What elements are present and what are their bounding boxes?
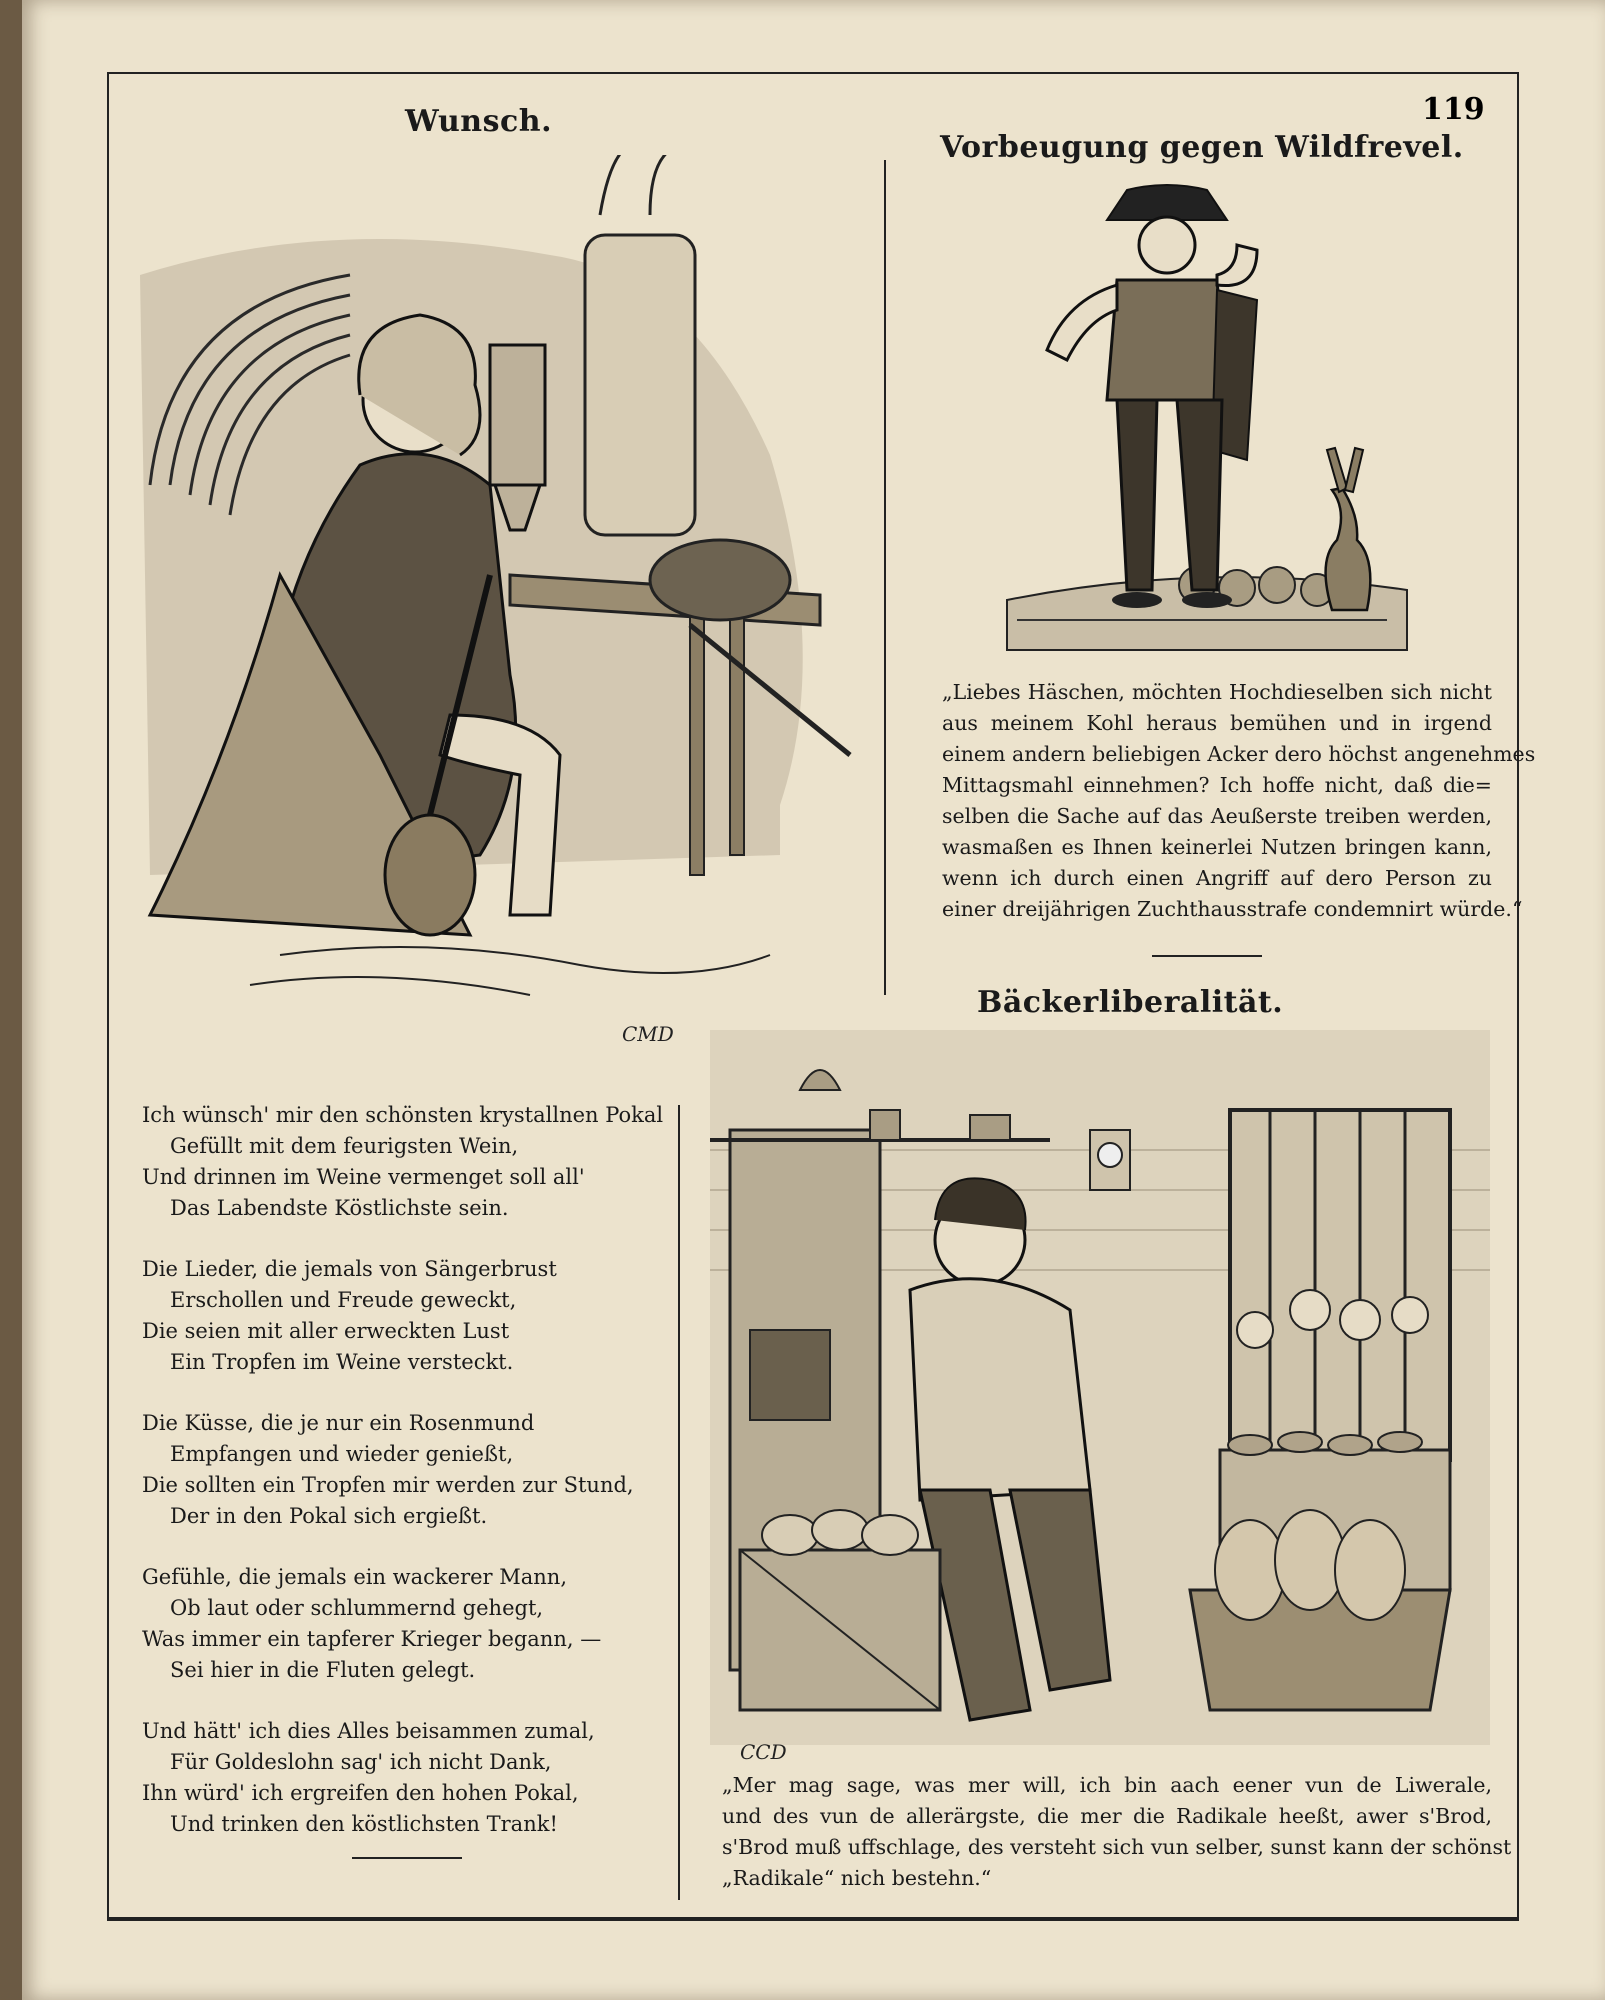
section-divider-rule <box>1152 955 1262 957</box>
verse-line: Sei hier in die Fluten gelegt. <box>170 1658 476 1682</box>
prose-line: „Mer mag sage, was mer will, ich bin aach eener vun de Liwerale, <box>722 1773 1492 1797</box>
verse-line: Das Labendste Köstlichste sein. <box>170 1196 509 1220</box>
wunsch-signature: CMD <box>622 1022 674 1046</box>
prose-line: einem andern beliebigen Acker dero höchst angenehmes <box>942 742 1536 766</box>
verse-line: Und drinnen im Weine vermenget soll all' <box>142 1165 585 1189</box>
wunsch-poem <box>142 1100 662 1870</box>
bottom-rule <box>107 1917 1517 1919</box>
prose-line: „Liebes Häschen, möchten Hochdieselben sich nicht <box>942 680 1492 704</box>
verse-line: Die Lieder, die jemals von Sängerbrust <box>142 1257 557 1281</box>
verse-line: Und hätt' ich dies Alles beisammen zumal, <box>142 1719 595 1743</box>
stanza <box>142 1100 662 1224</box>
prose-line: Mittagsmahl einnehmen? Ich hoffe nicht, daß die= <box>942 773 1492 797</box>
newspaper-page <box>22 0 1605 2000</box>
prose-line: wenn ich durch einen Angriff auf dero Person zu <box>942 866 1492 890</box>
prose-line: „Radikale“ nich bestehn.“ <box>722 1866 992 1890</box>
verse-line: Erschollen und Freude geweckt, <box>170 1288 517 1312</box>
prose-line: wasmaßen es Ihnen keinerlei Nutzen bringen kann, <box>942 835 1492 859</box>
vorbeugung-text <box>942 677 1536 925</box>
verse-line: Der in den Pokal sich ergießt. <box>170 1504 488 1528</box>
verse-line: Die seien mit aller erweckten Lust <box>142 1319 510 1343</box>
verse-line: Ihn würd' ich ergreifen den hohen Pokal, <box>142 1781 579 1805</box>
prose-line: einer dreijährigen Zuchthausstrafe condemnirt würde.“ <box>942 897 1523 921</box>
stanza <box>142 1408 662 1532</box>
baecker-signature: CCD <box>740 1740 787 1764</box>
verse-line: Die Küsse, die je nur ein Rosenmund <box>142 1411 535 1435</box>
poem-end-rule <box>352 1857 462 1859</box>
baecker-text <box>722 1770 1512 1894</box>
stanza <box>142 1716 662 1840</box>
man-with-goblet-illustration <box>130 155 870 1055</box>
verse-line: Die sollten ein Tropfen mir werden zur Stund, <box>142 1473 634 1497</box>
prose-line: selben die Sache auf das Aeußerste treiben werden, <box>942 804 1492 828</box>
verse-line: Ob laut oder schlummernd gehegt, <box>170 1596 544 1620</box>
verse-line: Und trinken den köstlichsten Trank! <box>170 1812 558 1836</box>
baecker-title: Bäckerliberalität. <box>977 985 1284 1020</box>
verse-line: Gefühle, die jemals ein wackerer Mann, <box>142 1565 568 1589</box>
verse-line: Ich wünsch' mir den schönsten krystallnen Pokal <box>142 1103 664 1127</box>
verse-line: Gefüllt mit dem feurigsten Wein, <box>170 1134 519 1158</box>
bottom-column-divider <box>678 1105 680 1900</box>
baker-in-shop-illustration <box>710 1030 1490 1745</box>
verse-line: Für Goldeslohn sag' ich nicht Dank, <box>170 1750 552 1774</box>
verse-line: Was immer ein tapferer Krieger begann, — <box>142 1627 602 1651</box>
vorbeugung-title: Vorbeugung gegen Wildfrevel. <box>940 130 1464 165</box>
top-column-divider <box>884 160 886 995</box>
prose-line: und des vun de allerärgste, die mer die Radikale heeßt, awer s'Brod, <box>722 1804 1492 1828</box>
stanza <box>142 1562 662 1686</box>
hunter-and-hare-illustration <box>987 180 1427 670</box>
prose-line: aus meinem Kohl heraus bemühen und in irgend <box>942 711 1492 735</box>
prose-line: s'Brod muß uffschlage, des versteht sich vun selber, sunst kann der schönst <box>722 1835 1512 1859</box>
stanza <box>142 1254 662 1378</box>
page-number: 119 <box>1422 92 1485 127</box>
verse-line: Empfangen und wieder genießt, <box>170 1442 514 1466</box>
verse-line: Ein Tropfen im Weine versteckt. <box>170 1350 514 1374</box>
wunsch-title: Wunsch. <box>405 104 553 139</box>
